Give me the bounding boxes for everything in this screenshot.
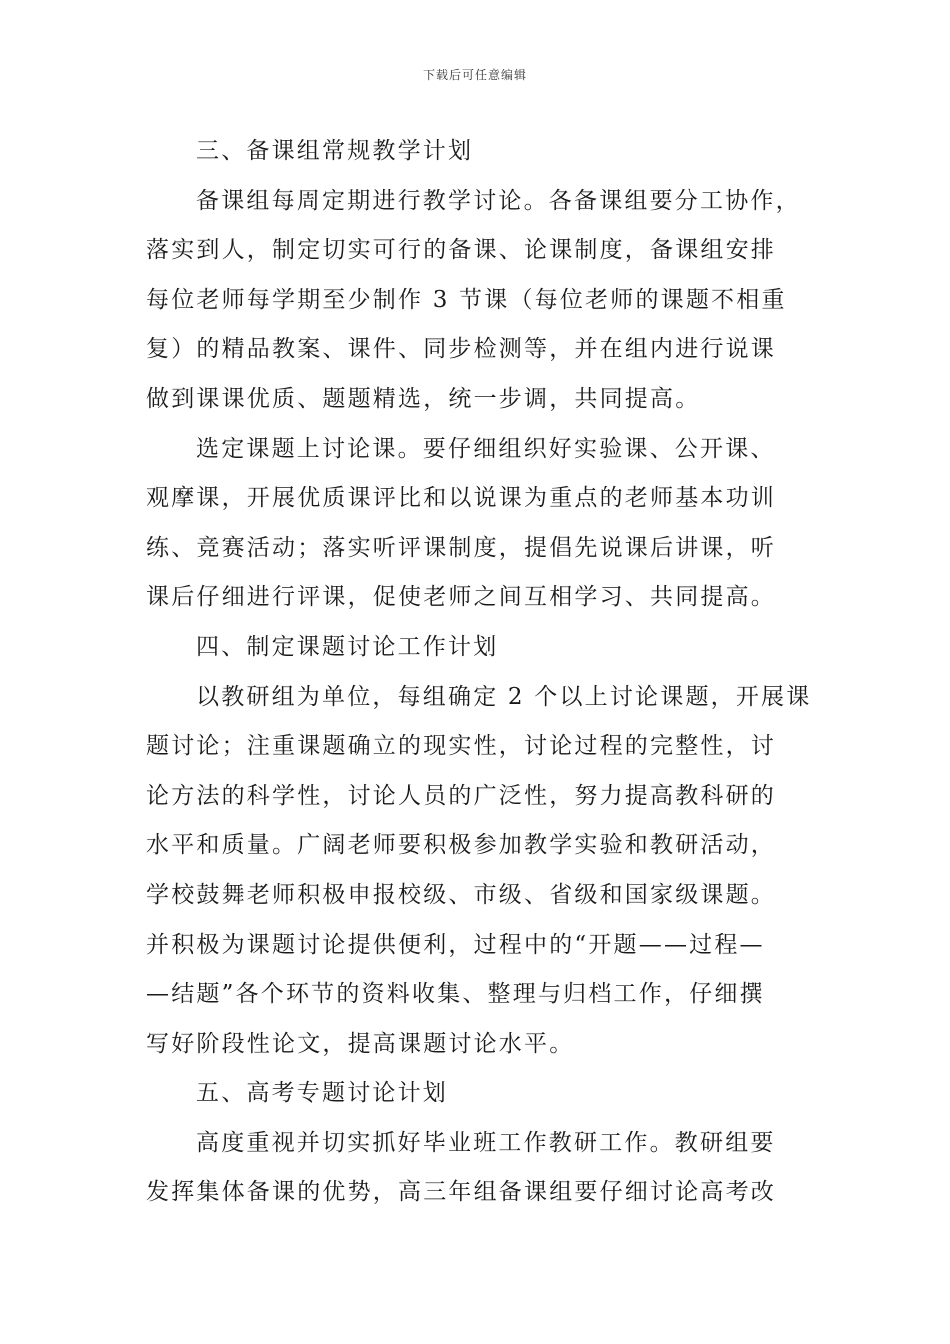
text-line: 四、制定课题讨论工作计划 xyxy=(196,633,499,660)
document-body xyxy=(146,127,812,1218)
text-line: 并积极为课题讨论提供便利，过程中的“开题——过程— xyxy=(146,931,765,958)
text-line: 题讨论；注重课题确立的现实性，讨论过程的完整性，讨 xyxy=(146,733,776,760)
text-line: 落实到人，制定切实可行的备课、论课制度，备课组安排 xyxy=(146,237,776,264)
text-line: 做到课课优质、题题精选，统一步调，共同提高。 xyxy=(146,385,701,412)
text-line: 水平和质量。广阔老师要积极参加教学实验和教研活动， xyxy=(146,832,776,859)
header-note: 下载后可任意编辑 xyxy=(422,68,527,82)
text-line: 高度重视并切实抓好毕业班工作教研工作。教研组要 xyxy=(196,1129,776,1156)
text-line: 观摩课，开展优质课评比和以说课为重点的老师基本功训 xyxy=(146,485,776,512)
text-line: 备课组每周定期进行教学讨论。各备课组要分工协作， xyxy=(196,187,801,214)
text-line: 发挥集体备课的优势，高三年组备课组要仔细讨论高考改 xyxy=(146,1179,776,1206)
text-line: 复）的精品教案、课件、同步检测等，并在组内进行说课 xyxy=(146,336,776,363)
text-line: 练、竞赛活动；落实听评课制度，提倡先说课后讲课，听 xyxy=(146,534,776,561)
text-line: 以教研组为单位，每组确定 2 个以上讨论课题，开展课 xyxy=(196,683,812,710)
text-line: 选定课题上讨论课。要仔细组织好实验课、公开课、 xyxy=(196,435,776,462)
text-line: 三、备课组常规教学计划 xyxy=(196,138,474,164)
text-line: 学校鼓舞老师积极申报校级、市级、省级和国家级课题。 xyxy=(146,881,776,908)
text-line: 论方法的科学性，讨论人员的广泛性，努力提高教科研的 xyxy=(146,782,776,809)
text-line: 写好阶段性论文，提高课题讨论水平。 xyxy=(146,1030,575,1057)
text-line: 五、高考专题讨论计划 xyxy=(196,1080,448,1107)
text-line: 每位老师每学期至少制作 3 节课（每位老师的课题不相重 xyxy=(146,286,787,313)
text-line: 课后仔细进行评课，促使老师之间互相学习、共同提高。 xyxy=(146,584,776,611)
text-line: —结题”各个环节的资料收集、整理与归档工作，仔细撰 xyxy=(146,981,765,1008)
